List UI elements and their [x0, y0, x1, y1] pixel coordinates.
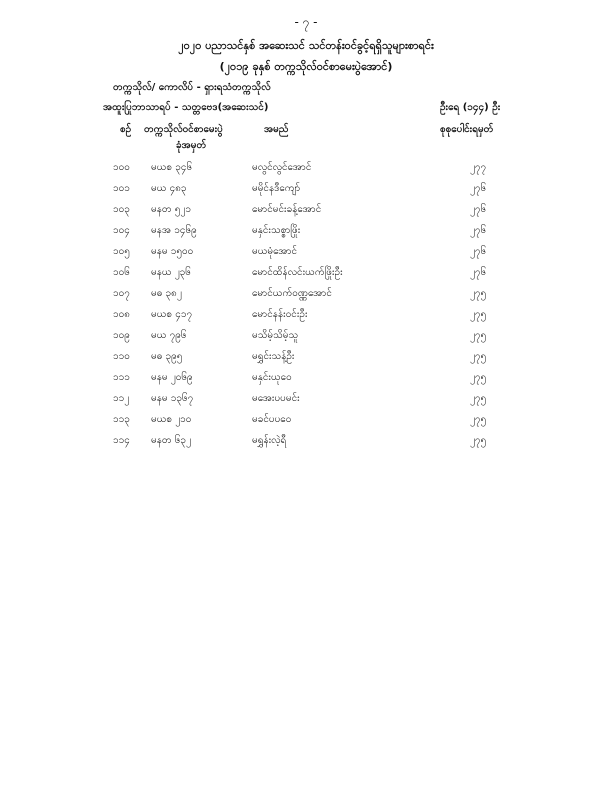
student-name: မောင်နန်းဝင်းဦး	[252, 309, 308, 320]
page-number: - ၇ -	[294, 15, 318, 29]
total-marks: ၂၇၅	[470, 393, 487, 404]
student-name: မနှင်းယုဝေ	[252, 372, 292, 383]
row-number: ၁၁၄	[113, 435, 130, 446]
row-number: ၁၀၅	[113, 246, 130, 257]
column-header-roll: တက္ကသိုလ်ဝင်စာမေးပွဲ	[144, 124, 223, 135]
total-marks: ၂၇၆	[470, 267, 487, 278]
row-number: ၁၀၈	[113, 309, 130, 320]
table-row	[0, 433, 612, 453]
total-marks: ၂၇၅	[470, 414, 487, 425]
total-marks: ၂၇၅	[470, 351, 487, 362]
table-row	[0, 223, 612, 243]
student-name: မခင်ပပဝေ	[252, 414, 292, 425]
major-subject-label: အထူးပြုဘာသာရပ် - သတ္တဗေဒ(အဆေးသင်)	[103, 102, 269, 113]
roll-number: မနမ ၁၃၆၇	[151, 393, 194, 404]
document-subtitle: (၂၀၁၉ ခုနှစ် တက္ကသိုလ်ဝင်စာမေးပွဲအောင်)	[219, 60, 393, 73]
row-number: ၁၀၀	[113, 162, 130, 173]
student-name: မယမုံအောင်	[252, 246, 298, 257]
table-row	[0, 370, 612, 390]
row-number: ၁၁၁	[113, 372, 130, 383]
total-count: ဦးရေ (၁၄၄) ဦး	[440, 102, 501, 113]
roll-number: မနမ ၂၀၆၉	[151, 372, 193, 383]
roll-number: မနတ ၅၂၁	[151, 204, 191, 215]
roll-number: မဓ ၃၈၂	[151, 288, 182, 299]
roll-number: မဓ ၃၉၅	[151, 351, 183, 362]
table-row	[0, 328, 612, 348]
student-name: မလွင်လွင်အောင်	[252, 162, 312, 173]
table-row	[0, 307, 612, 327]
row-number: ၁၀၇	[113, 288, 130, 299]
table-row	[0, 349, 612, 369]
student-name: မရွှင်းသန့်ဦး	[252, 351, 295, 362]
total-marks: ၂၇၇	[470, 162, 487, 173]
roll-number: မယစ ၂၁၀	[151, 414, 192, 425]
column-header-name: အမည်	[264, 124, 289, 135]
total-marks: ၂၇၆	[470, 183, 487, 194]
table-row	[0, 412, 612, 432]
row-number: ၁၀၄	[113, 225, 130, 236]
row-number: ၁၀၆	[113, 267, 130, 278]
student-name: မမိုင်နဒီကျော်	[252, 183, 301, 194]
table-row	[0, 160, 612, 180]
row-number: ၁၁၃	[113, 414, 130, 425]
total-marks: ၂၇၅	[470, 435, 487, 446]
total-marks: ၂၇၆	[470, 246, 487, 257]
row-number: ၁၀၃	[113, 204, 130, 215]
student-name: မနှင်းသစ္စာဖြိုး	[252, 225, 301, 236]
total-marks: ၂၇၅	[470, 309, 487, 320]
student-name: မောင်ယက်ဝဏ္ဏအောင်	[252, 288, 332, 299]
roll-number: မနတ ၆၃၂	[151, 435, 191, 446]
table-row	[0, 265, 612, 285]
row-number: ၁၀၉	[113, 330, 130, 341]
roll-number: မယ ၇၉၆	[151, 330, 187, 341]
table-row	[0, 181, 612, 201]
total-marks: ၂၇၆	[470, 204, 487, 215]
total-marks: ၂၇၅	[470, 330, 487, 341]
table-row	[0, 244, 612, 264]
student-name: မောင်ထိန်လင်းယက်ဖြိုးဦး	[252, 267, 343, 278]
roll-number: မနမ ၁၅၀၀	[151, 246, 194, 257]
student-name: မရွှန်းလဲ့ရီ	[252, 435, 287, 446]
column-header-no: စဉ်	[120, 124, 132, 135]
roll-number: မနအ ၁၄၆၉	[151, 225, 197, 236]
table-row	[0, 286, 612, 306]
table-row	[0, 391, 612, 411]
table-row	[0, 202, 612, 222]
row-number: ၁၁၀	[113, 351, 130, 362]
total-marks: ၂၇၅	[470, 372, 487, 383]
student-name: မောင်မင်းခန့်အောင်	[252, 204, 322, 215]
document-title: ၂၀၂၀ ပညာသင်နှစ် အဆေးသင် သင်တန်းဝင်ခွင့်ရရှိသူများစာရင်း	[178, 39, 434, 52]
column-header-marks: စုစုပေါင်းရမှတ်	[440, 124, 494, 135]
row-number: ၁၁၂	[113, 393, 130, 404]
roll-number: မယစ ၄၁၇	[151, 309, 193, 320]
roll-number: မယ ၄၈၃	[151, 183, 187, 194]
university-label: တက္ကသိုလ်/ ကောလိပ် - ရှားရသံတက္ကသိုလ်	[113, 82, 271, 93]
total-marks: ၂၇၆	[470, 225, 487, 236]
student-name: မသိမ့်သိမ့်သူ	[252, 330, 299, 341]
total-marks: ၂၇၅	[470, 288, 487, 299]
row-number: ၁၀၁	[113, 183, 130, 194]
student-name: မအေးပပမင်း	[252, 393, 300, 404]
roll-number: မယစ ၃၄၆	[151, 162, 193, 173]
roll-number: မနယ ၂၃၆	[151, 267, 191, 278]
column-header-roll-line-2: ခုံအမှတ်	[176, 140, 207, 151]
